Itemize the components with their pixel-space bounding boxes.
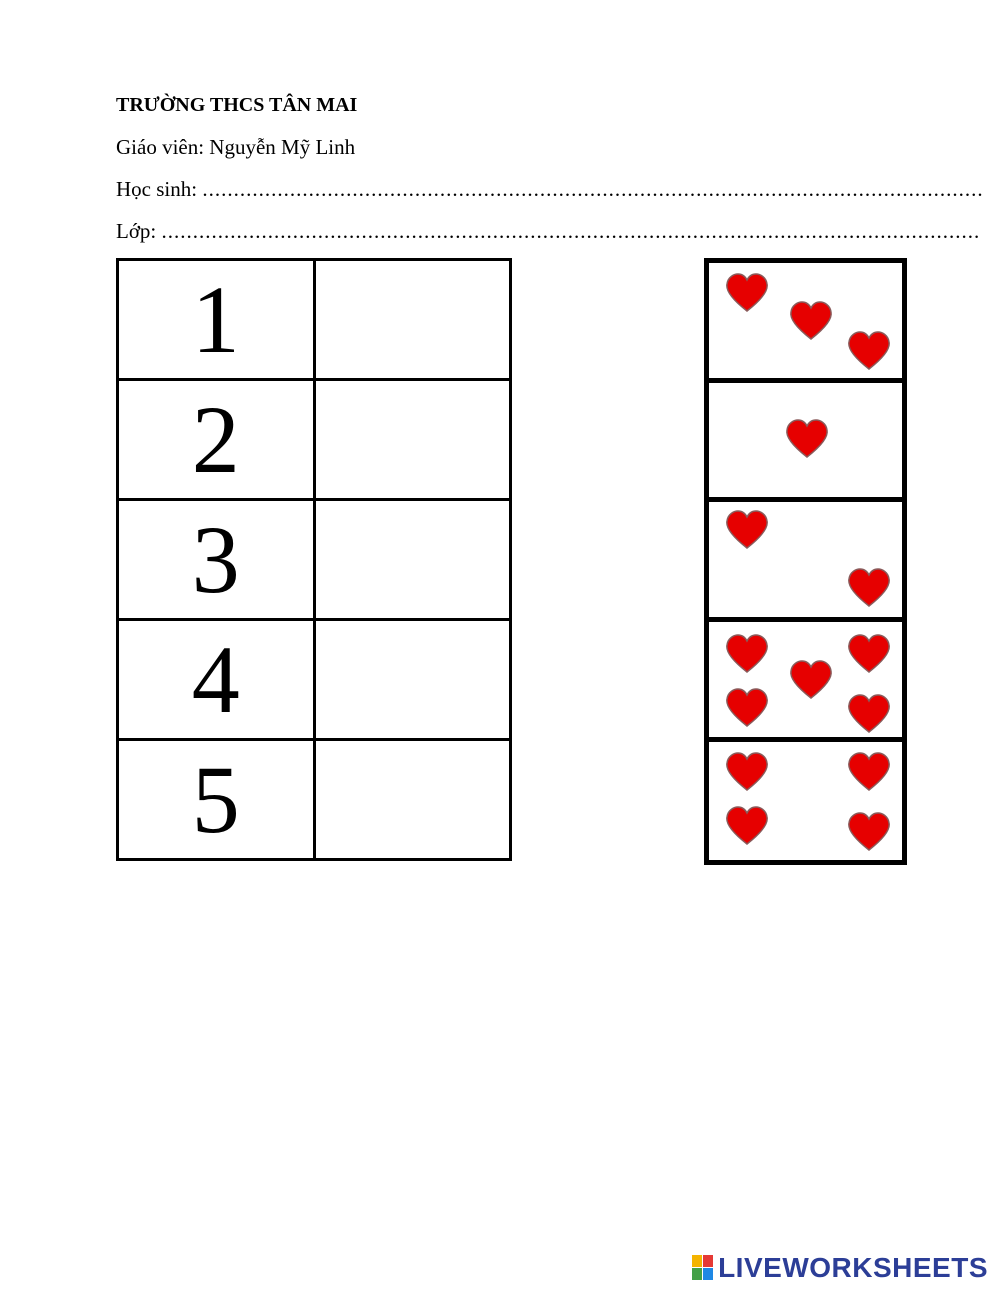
heart-icon [847, 634, 891, 674]
student-name-field[interactable]: ............................................................................................................................. [202, 177, 984, 201]
number-label: 4 [191, 625, 240, 733]
number-label: 1 [191, 265, 240, 373]
hearts-panel [704, 258, 907, 865]
heart-icon [847, 694, 891, 734]
heart-icon [725, 510, 769, 550]
heart-card[interactable] [704, 497, 907, 622]
table-row [118, 260, 511, 380]
number-table [116, 258, 512, 861]
school-name: TRƯỜNG THCS TÂN MAI [116, 94, 358, 116]
number-cell [118, 380, 315, 500]
table-row [118, 500, 511, 620]
number-cell [118, 260, 315, 380]
answer-cell[interactable] [314, 380, 511, 500]
heart-icon [847, 812, 891, 852]
number-cell [118, 500, 315, 620]
heart-card[interactable] [704, 617, 907, 742]
liveworksheets-logo [692, 1252, 988, 1284]
heart-card[interactable] [704, 258, 907, 383]
number-cell [118, 620, 315, 740]
answer-cell[interactable] [314, 500, 511, 620]
student-label: Học sinh: [116, 177, 203, 201]
class-name-field[interactable]: ................................................................................................................................... [161, 219, 981, 243]
heart-icon [789, 660, 833, 700]
student-line [116, 177, 984, 202]
table-row [118, 380, 511, 500]
number-label: 5 [191, 745, 240, 853]
answer-cell[interactable] [314, 740, 511, 860]
heart-icon [847, 331, 891, 371]
heart-icon [789, 301, 833, 341]
logo-text: LIVEWORKSHEETS [718, 1252, 988, 1283]
heart-icon [725, 806, 769, 846]
number-label: 2 [191, 385, 240, 493]
heart-card[interactable] [704, 737, 907, 865]
number-label: 3 [191, 505, 240, 613]
answer-cell[interactable] [314, 620, 511, 740]
heart-icon [847, 752, 891, 792]
heart-icon [725, 634, 769, 674]
answer-cell[interactable] [314, 260, 511, 380]
logo-icon [692, 1255, 714, 1281]
teacher-name: Giáo viên: Nguyễn Mỹ Linh [116, 135, 356, 159]
class-line [116, 219, 981, 244]
heart-icon [725, 752, 769, 792]
heart-icon [847, 568, 891, 608]
heart-icon [725, 273, 769, 313]
heart-icon [785, 419, 829, 459]
table-row [118, 740, 511, 860]
class-label: Lớp: [116, 219, 162, 243]
heart-card[interactable] [704, 378, 907, 502]
number-cell [118, 740, 315, 860]
table-row [118, 620, 511, 740]
heart-icon [725, 688, 769, 728]
